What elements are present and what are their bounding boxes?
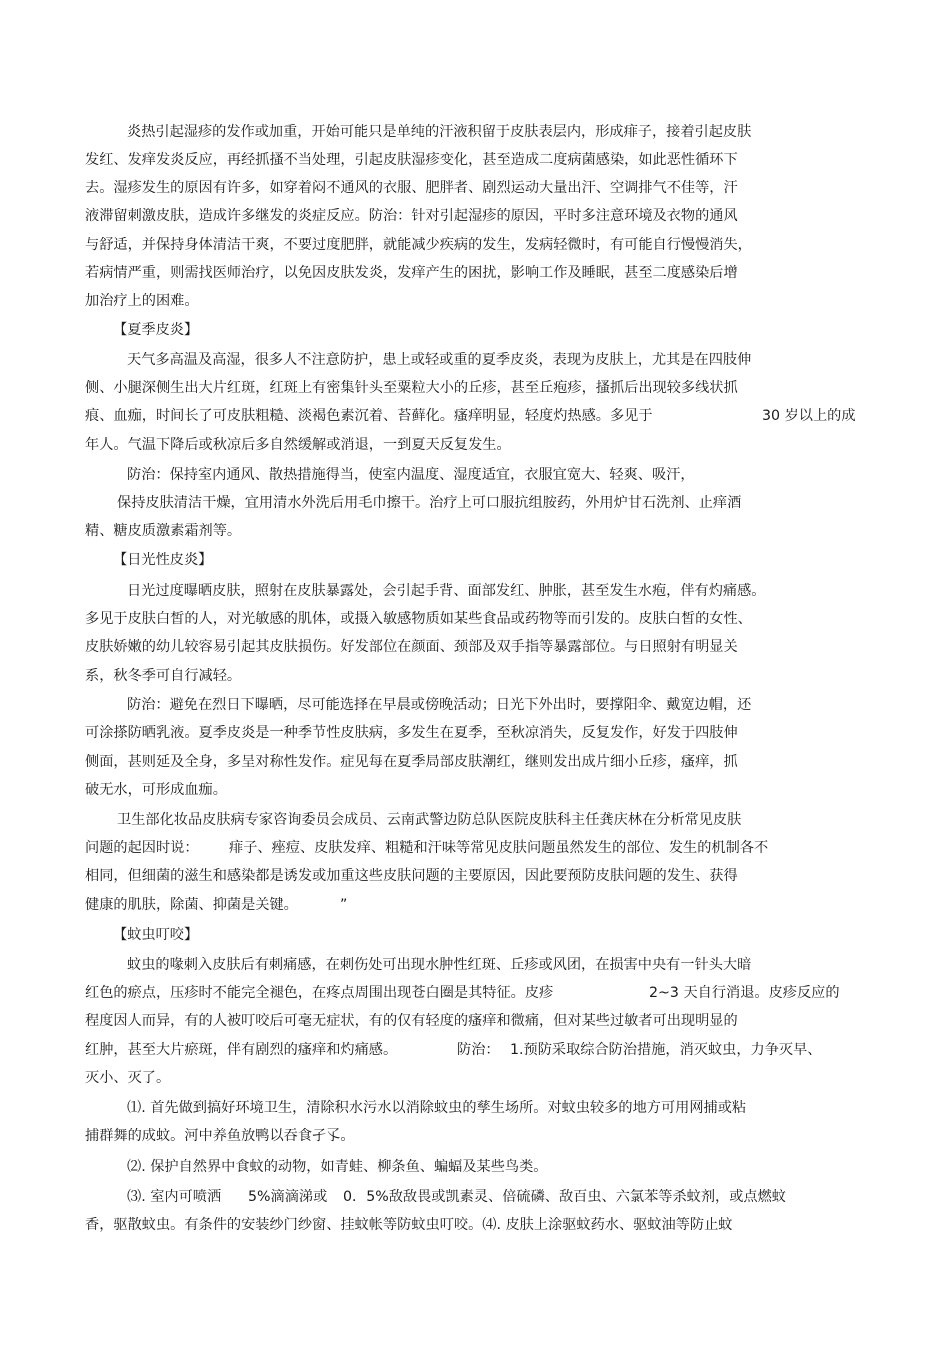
- section-heading: 【夏季皮炎】: [113, 322, 199, 338]
- paragraph-line: 发红、发痒发炎反应，再经抓搔不当处理，引起皮肤湿疹变化，甚至造成二度病菌感染，如此恶性循环下: [85, 152, 738, 168]
- paragraph-line: 去。湿疹发生的原因有许多，如穿着闷不通风的衣服、肥胖者、剧烈运动大量出汗、空调排气不佳等，汗: [85, 180, 738, 196]
- paragraph-line: 日光过度曝晒皮肤，照射在皮肤暴露处，会引起手背、面部发红、肿胀，甚至发生水疱，伴有灼痛感。: [127, 583, 766, 599]
- paragraph-line: 保持皮肤清洁干燥，宜用清水外洗后用毛巾擦干。治疗上可口服抗组胺药，外用炉甘石洗剂、止痒酒: [117, 495, 742, 511]
- paragraph-line: 年人。气温下降后或秋凉后多自然缓解或消退，一到夏天反复发生。: [85, 437, 511, 453]
- paragraph-line: 防治：避免在烈日下曝晒，尽可能选择在早晨或傍晚活动；日光下外出时，要撑阳伞、戴宽边帽，还: [127, 697, 752, 713]
- paragraph-line: 加治疗上的困难。: [85, 293, 199, 309]
- paragraph-line: ⑵. 保护自然界中食蚊的动物，如青蛙、柳条鱼、蝙蝠及某些鸟类。: [127, 1159, 548, 1175]
- paragraph-line: 天气多高温及高湿，很多人不注意防护，患上或轻或重的夏季皮炎，表现为皮肤上，尤其是在四肢伸: [127, 352, 752, 368]
- paragraph-line: 问题的起因时说：: [85, 840, 199, 856]
- paragraph-line: 蚊虫的喙刺入皮肤后有刺痛感，在刺伤处可出现水肿性红斑、丘疹或风团，在损害中央有一针头大暗: [127, 957, 752, 973]
- paragraph-line: ⑶. 室内可喷洒: [127, 1189, 222, 1205]
- paragraph-line-fragment: 痱子、痤痘、皮肤发痒、粗糙和汗味等常见皮肤问题虽然发生的部位、发生的机制各不: [229, 840, 769, 856]
- paragraph-line: 皮肤娇嫩的幼儿较容易引起其皮肤损伤。好发部位在颜面、颈部及双手指等暴露部位。与日照射有明显关: [85, 639, 738, 655]
- paragraph-line: 健康的肌肤，除菌、抑菌是关键。: [85, 897, 298, 913]
- paragraph-line: 痕、血痂，时间长了可皮肤粗糙、淡褐色素沉着、苔藓化。瘙痒明显，轻度灼热感。多见于: [85, 408, 653, 424]
- section-heading: 【蚊虫叮咬】: [113, 927, 199, 943]
- paragraph-line: 炎热引起湿疹的发作或加重，开始可能只是单纯的汗液积留于皮肤表层内，形成痱子，接着引起皮肤: [127, 124, 752, 140]
- paragraph-line: 卫生部化妆品皮肤病专家咨询委员会成员、云南武警边防总队医院皮肤科主任龚庆林在分析常见皮肤: [117, 812, 742, 828]
- paragraph-line: 捕群舞的成蚊。河中养鱼放鸭以吞食孑孓。: [85, 1128, 355, 1144]
- paragraph-line: 相同，但细菌的滋生和感染都是诱发或加重这些皮肤问题的主要原因，因此要预防皮肤问题的发生、获得: [85, 868, 738, 884]
- paragraph-line-fragment: 0．5%敌敌畏或凯素灵、倍硫磷、敌百虫、六氯苯等杀蚊剂，或点燃蚊: [343, 1189, 786, 1205]
- paragraph-line: 侧面，甚则延及全身，多呈对称性发作。症见每在夏季局部皮肤潮红，继则发出成片细小丘疹，瘙痒，抓: [85, 754, 738, 770]
- section-heading: 【日光性皮炎】: [113, 552, 213, 568]
- paragraph-line: 多见于皮肤白皙的人，对光敏感的肌体，或摄入敏感物质如某些食品或药物等而引发的。皮肤白皙的女性、: [85, 611, 752, 627]
- paragraph-line: 红肿，甚至大片瘀斑，伴有剧烈的瘙痒和灼痛感。: [85, 1042, 398, 1058]
- paragraph-line: 液滞留刺激皮肤，造成许多继发的炎症反应。防治：针对引起湿疹的原因，平时多注意环境及衣物的通风: [85, 208, 738, 224]
- paragraph-line-fragment: 防治：: [457, 1042, 500, 1058]
- paragraph-line-fragment: 5%滴滴涕或: [248, 1189, 328, 1205]
- paragraph-line: ⑴. 首先做到搞好环境卫生，清除积水污水以消除蚊虫的孳生场所。对蚊虫较多的地方可用网捕或粘: [127, 1100, 747, 1116]
- paragraph-line: 与舒适，并保持身体清洁干爽，不要过度肥胖，就能减少疾病的发生，发病轻微时，有可能自行慢慢消失，: [85, 237, 752, 253]
- paragraph-line-fragment: 2~3 天自行消退。皮疹反应的: [649, 985, 840, 1001]
- paragraph-line-fragment: ”: [340, 897, 348, 913]
- paragraph-line: 系，秋冬季可自行减轻。: [85, 668, 242, 684]
- paragraph-line: 程度因人而异，有的人被叮咬后可毫无症状，有的仅有轻度的瘙痒和微痛，但对某些过敏者可出现明显的: [85, 1013, 738, 1029]
- paragraph-line: 可涂搽防晒乳液。夏季皮炎是一种季节性皮肤病，多发生在夏季，至秋凉消失，反复发作，好发于四肢伸: [85, 725, 738, 741]
- paragraph-line: 若病情严重，则需找医师治疗，以免因皮肤发炎，发痒产生的困扰，影响工作及睡眠，甚至二度感染后增: [85, 265, 738, 281]
- paragraph-line: 防治：保持室内通风、散热措施得当，使室内温度、湿度适宜，衣服宜宽大、轻爽、吸汗，: [127, 467, 695, 483]
- paragraph-line: 香，驱散蚊虫。有条件的安装纱门纱窗、挂蚊帐等防蚊虫叮咬。⑷. 皮肤上涂驱蚊药水、驱蚊油等防止蚊: [85, 1217, 733, 1233]
- paragraph-line-fragment: 30 岁以上的成: [762, 408, 856, 424]
- paragraph-line: 红色的瘀点，压疹时不能完全褪色，在疼点周围出现苍白圈是其特征。皮疹: [85, 985, 554, 1001]
- paragraph-line: 破无水，可形成血痂。: [85, 782, 227, 798]
- paragraph-line: 侧、小腿深侧生出大片红斑，红斑上有密集针头至粟粒大小的丘疹，甚至丘疱疹，搔抓后出现较多线状抓: [85, 380, 738, 396]
- paragraph-line-fragment: 1.预防采取综合防治措施，消灭蚊虫，力争灭早、: [510, 1042, 822, 1058]
- paragraph-line: 精、糖皮质激素霜剂等。: [85, 523, 242, 539]
- paragraph-line: 灭小、灭了。: [85, 1070, 171, 1086]
